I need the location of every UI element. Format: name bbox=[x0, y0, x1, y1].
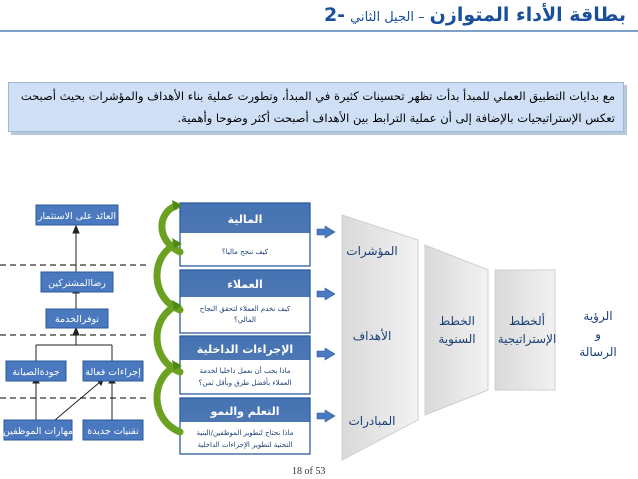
chain-head-satisfaction-roi bbox=[73, 226, 79, 233]
perspective-panels bbox=[180, 203, 310, 454]
label-indicators: المؤشرات bbox=[346, 244, 398, 258]
label-vision-3: الرسالة bbox=[579, 345, 617, 359]
chain-text-roi: العائد على الاستثمار bbox=[37, 211, 117, 222]
stage-strategic-shape bbox=[495, 270, 555, 390]
stage-annual-shape bbox=[425, 245, 488, 415]
chain-text-service: توفرالخدمة bbox=[54, 314, 100, 325]
chain-text-newtech: تقنيات جديدة bbox=[87, 426, 139, 437]
chain-head-bar-service bbox=[73, 328, 79, 335]
label-annual-2: السنوية bbox=[438, 332, 476, 346]
pointer-arrow-internal bbox=[317, 348, 335, 360]
panel-internal-title: الإجراءات الداخلية bbox=[196, 343, 294, 356]
panel-customers-title: العملاء bbox=[227, 278, 263, 291]
chain-text-satisfaction: رضاالمشتركين bbox=[48, 278, 106, 289]
intro-line-1: مع بدايات التطبيق العملي للمبدأ بدأت تظهر تحسينات كثيرة في المبدأ، وتطورت عملية بناء الأهداف والمؤشرات بحيث أصبحت bbox=[20, 89, 615, 103]
panel-learning bbox=[180, 398, 310, 454]
chain-box-satisfaction bbox=[41, 272, 113, 292]
panel-internal bbox=[180, 336, 310, 394]
panel-customers bbox=[180, 270, 310, 333]
link-arrow-internal-customers bbox=[157, 306, 180, 372]
pointer-arrow-financial bbox=[317, 226, 335, 238]
chain-line-skills-effective bbox=[55, 382, 100, 420]
pointer-arrows bbox=[317, 226, 335, 422]
pointer-arrow-customers bbox=[317, 288, 335, 300]
title-main: بطاقة الأداء المتوازن bbox=[429, 4, 626, 26]
panel-internal-q1: ماذا يجب أن نعمل داخليا لخدمة bbox=[199, 367, 291, 375]
label-strategic-2: الإستراتيجية bbox=[497, 332, 557, 346]
page-number: 18 of 53 bbox=[292, 466, 326, 477]
chain-box-skills bbox=[3, 420, 73, 440]
pointer-arrow-learning bbox=[317, 410, 335, 422]
label-vision-2: و bbox=[595, 327, 601, 341]
intro-line-2: تعكس الإستراتيجيات بالإضافة إلى أن عملية الترابط بين الأهداف أصبحت أكثر وضوحا وأهمية. bbox=[177, 111, 615, 125]
chain-box-roi bbox=[36, 205, 118, 225]
title-number: -2 bbox=[323, 4, 346, 26]
chain-text-skills: مهارات الموظفين bbox=[3, 426, 73, 437]
title-subtitle: – الجيل الثاني bbox=[350, 10, 425, 25]
panel-customers-q2: المالي؟ bbox=[234, 316, 256, 324]
panel-financial bbox=[180, 203, 310, 266]
panel-learning-q2: التحتية لتطوير الإجراءات الداخلية bbox=[197, 441, 293, 449]
link-arrow-learning-internal bbox=[157, 366, 180, 432]
panel-financial-title: المالية bbox=[227, 213, 263, 226]
panel-customers-q1: كيف نخدم العملاء لتحقق النجاح bbox=[199, 305, 291, 313]
label-objectives: الأهداف bbox=[352, 329, 392, 343]
linking-arrows bbox=[157, 206, 180, 432]
label-vision-1: الرؤية bbox=[583, 309, 613, 323]
chain-box-quality bbox=[6, 361, 66, 381]
panel-learning-q1: ماذا نحتاج لتطوير الموظفين/البنية bbox=[196, 429, 294, 437]
chain-text-effective: إجراءات فعالة bbox=[85, 367, 141, 378]
chain-box-newtech bbox=[83, 420, 143, 440]
chain-box-effective bbox=[83, 361, 143, 381]
label-strategic-1: ألخطط bbox=[509, 314, 545, 328]
panel-internal-q2: العملاء بأفضل طرق وبأقل ثمن؟ bbox=[198, 379, 292, 387]
label-annual-1: الخطط bbox=[439, 314, 475, 328]
panel-financial-q1: كيف ننجح ماليا؟ bbox=[221, 248, 269, 256]
panel-learning-title: التعلم والنمو bbox=[210, 405, 280, 418]
label-initiatives: المبادرات bbox=[348, 414, 396, 428]
chain-text-quality: جودةالصيانة bbox=[12, 367, 60, 378]
chain-box-service bbox=[46, 309, 108, 328]
